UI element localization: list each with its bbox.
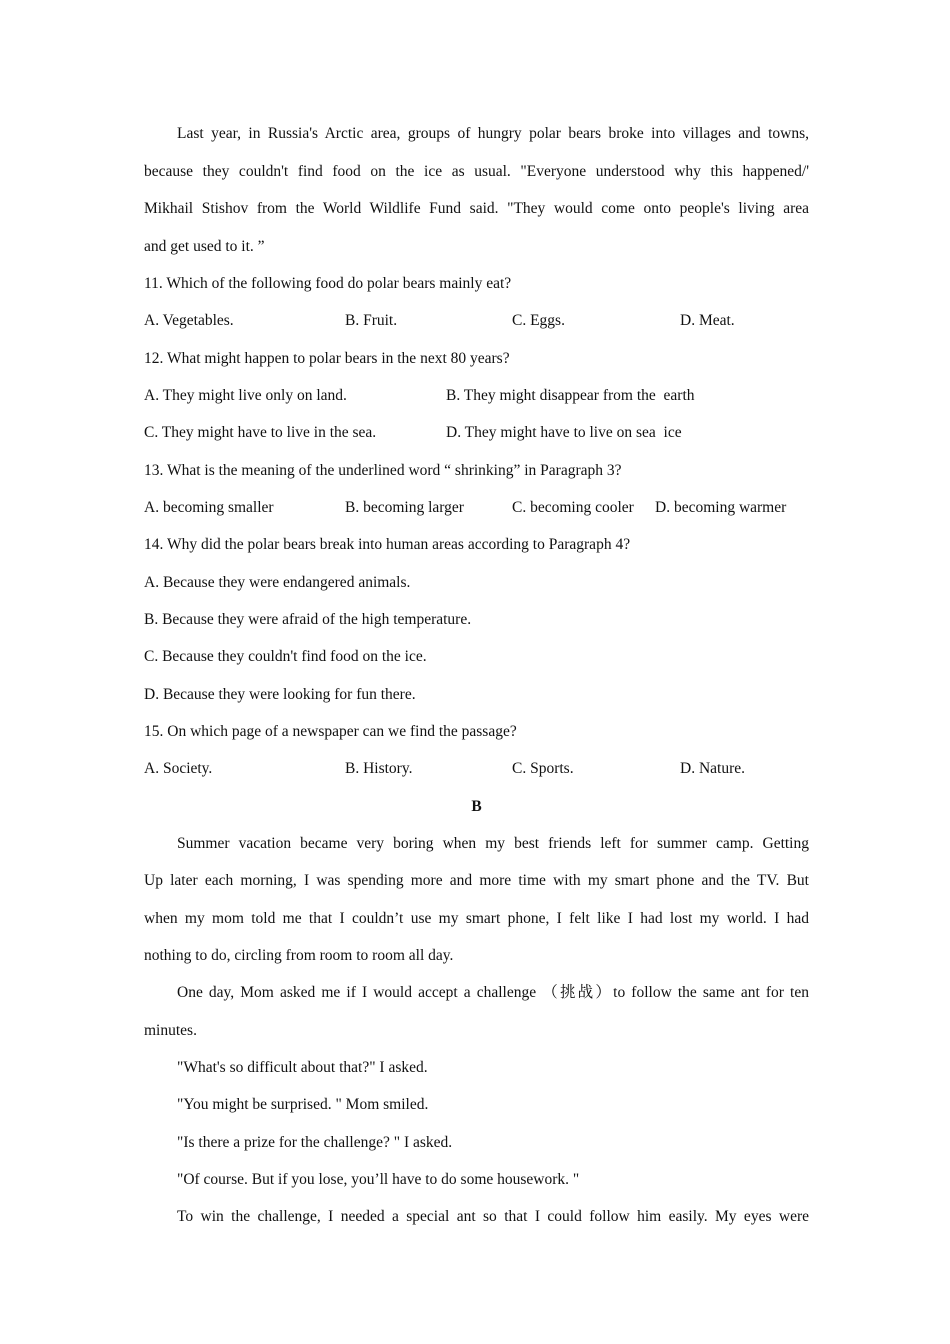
option-d: D. Because they were looking for fun there.: [144, 686, 416, 703]
question-stem: 11. Which of the following food do polar bears mainly eat?: [144, 275, 512, 292]
dialogue-line: "Of course. But if you lose, you’ll have to do some housework. ": [177, 1171, 580, 1188]
option-d: D. They might have to live on sea ice: [446, 424, 682, 441]
option-d: D. becoming warmer: [655, 499, 787, 516]
option-a: A. Vegetables.: [144, 312, 234, 329]
option-c: C. Sports.: [512, 760, 574, 777]
option-a: A. They might live only on land.: [144, 387, 347, 404]
option-c: C. Eggs.: [512, 312, 565, 329]
option-b: B. They might disappear from the earth: [446, 387, 695, 404]
passage-line: Up later each morning, I was spending more and more time with my smart phone and the TV. But: [144, 872, 809, 889]
passage-line: Summer vacation became very boring when my best friends left for summer camp. Getting: [177, 835, 809, 852]
option-a: A. becoming smaller: [144, 499, 274, 516]
option-c: C. They might have to live in the sea.: [144, 424, 377, 441]
passage-line: Mikhail Stishov from the World Wildlife Fund said. "They would come onto people's living area: [144, 200, 809, 217]
dialogue-line: "Is there a prize for the challenge? " I asked.: [177, 1134, 453, 1151]
question-stem: 12. What might happen to polar bears in the next 80 years?: [144, 350, 510, 367]
question-stem: 13. What is the meaning of the underlined word “ shrinking” in Paragraph 3?: [144, 462, 622, 479]
question-stem: 15. On which page of a newspaper can we find the passage?: [144, 723, 517, 740]
option-b: B. becoming larger: [345, 499, 464, 516]
dialogue-line: "What's so difficult about that?" I asked.: [177, 1059, 428, 1076]
passage-line: To win the challenge, I needed a special ant so that I could follow him easily. My eyes were: [177, 1208, 809, 1225]
passage-line: One day, Mom asked me if I would accept a challenge （挑战）to follow the same ant for ten: [177, 984, 809, 1001]
passage-line: when my mom told me that I couldn’t use my smart phone, I felt like I had lost my world. I had: [144, 910, 809, 927]
option-a: A. Because they were endangered animals.: [144, 574, 411, 591]
option-c: C. becoming cooler: [512, 499, 634, 516]
passage-line: because they couldn't find food on the ice as usual. "Everyone understood why this happened/': [144, 163, 809, 180]
passage-line: and get used to it. ”: [144, 238, 265, 255]
passage-line: minutes.: [144, 1022, 197, 1039]
section-heading: B: [471, 798, 482, 815]
option-b: B. Fruit.: [345, 312, 398, 329]
question-stem: 14. Why did the polar bears break into human areas according to Paragraph 4?: [144, 536, 631, 553]
option-d: D. Meat.: [680, 312, 735, 329]
option-d: D. Nature.: [680, 760, 745, 777]
option-c: C. Because they couldn't find food on the ice.: [144, 648, 427, 665]
option-b: B. Because they were afraid of the high temperature.: [144, 611, 472, 628]
passage-line: Last year, in Russia's Arctic area, groups of hungry polar bears broke into villages and towns,: [177, 125, 809, 142]
dialogue-line: "You might be surprised. " Mom smiled.: [177, 1096, 429, 1113]
option-a: A. Society.: [144, 760, 213, 777]
passage-line: nothing to do, circling from room to room all day.: [144, 947, 454, 964]
option-b: B. History.: [345, 760, 413, 777]
